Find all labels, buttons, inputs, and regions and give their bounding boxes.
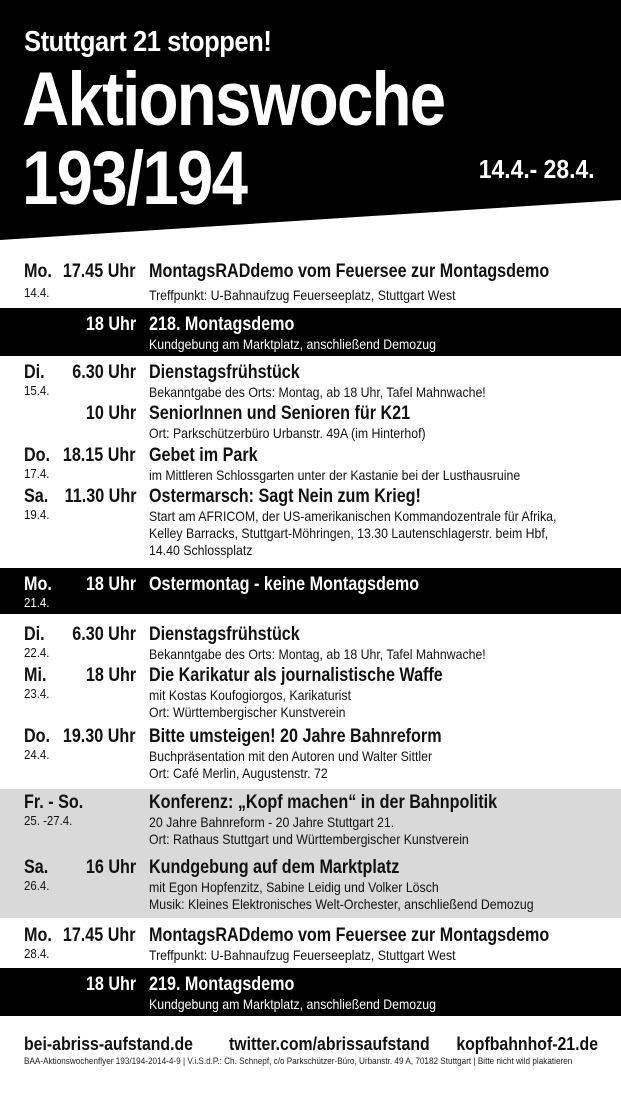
event-day: Mo.	[24, 261, 52, 282]
event-title: Konferenz: „Kopf machen“ in der Bahnpolitik	[149, 792, 498, 813]
event-desc: mit Kostas Koufogiorgos, Karikaturist	[149, 687, 352, 703]
event-block	[0, 360, 621, 565]
event-desc: 14.40 Schlossplatz	[149, 542, 253, 558]
event-desc: Start am AFRICOM, der US-amerikanischen Kommandozentrale für Afrika,	[149, 508, 557, 524]
event-info	[149, 665, 609, 721]
event-row	[0, 925, 621, 965]
event-desc: Kundgebung am Marktplatz, anschließend Demozug	[149, 336, 436, 352]
event-info	[149, 574, 609, 596]
event-title: MontagsRADdemo vom Feuersee zur Montagsdemo	[149, 925, 550, 946]
event-day: Mo.	[24, 574, 52, 595]
event-desc: 20 Jahre Bahnreform - 20 Jahre Stuttgart 21.	[149, 814, 395, 830]
event-time: 17.45 Uhr	[63, 261, 136, 282]
event-day: Di.	[24, 624, 45, 645]
event-info	[149, 362, 609, 401]
event-block-highlight	[0, 308, 621, 356]
event-info	[149, 445, 609, 484]
header-dates: 14.4.- 28.4.	[479, 154, 595, 184]
event-desc: Kundgebung am Marktplatz, anschließend Demozug	[149, 996, 436, 1012]
event-block-highlight	[0, 568, 621, 614]
event-info	[149, 486, 609, 559]
event-date: 15.4.	[24, 383, 50, 398]
event-desc: Bekanntgabe des Orts: Montag, ab 18 Uhr, Tafel Mahnwache!	[149, 384, 486, 400]
event-date: 17.4.	[24, 466, 50, 481]
event-row	[0, 308, 621, 356]
event-info	[149, 974, 609, 1013]
event-title: Dienstagsfrühstück	[149, 624, 300, 645]
event-date: 22.4.	[24, 645, 50, 660]
event-title: Ostermarsch: Sagt Nein zum Krieg!	[149, 486, 421, 507]
event-title: Ostermontag - keine Montagsdemo	[149, 574, 420, 595]
event-title: Bitte umsteigen! 20 Jahre Bahnreform	[149, 726, 442, 747]
event-title: Kundgebung auf dem Marktplatz	[149, 857, 400, 878]
event-time: 10 Uhr	[85, 403, 136, 424]
event-time: 6.30 Uhr	[72, 362, 136, 383]
event-row	[0, 726, 621, 784]
event-time: 18 Uhr	[85, 574, 136, 595]
event-block-grey	[0, 789, 621, 918]
event-title: Gebet im Park	[149, 445, 258, 466]
event-day: Di.	[24, 362, 45, 383]
footer-smallprint: BAA-Aktionswochenflyer 193/194-2014-4-9 | V.i.S.d.P.: Ch. Schnepf, c/o Parkschützer-Büro, Urbanstr. 49 A, 70182 Stuttgart | Bitte nicht wild plakatieren	[24, 1056, 573, 1067]
event-date: 28.4.	[24, 946, 50, 961]
event-block	[0, 922, 621, 966]
event-desc: Ort: Württembergischer Kunstverein	[149, 704, 346, 720]
event-row	[0, 362, 621, 402]
event-desc: Ort: Rathaus Stuttgart und Württembergischer Kunstverein	[149, 831, 469, 847]
event-time: 18.15 Uhr	[63, 445, 136, 466]
header-title: Aktionswoche	[22, 57, 445, 142]
event-row	[0, 857, 621, 917]
header-subtitle: Stuttgart 21 stoppen!	[24, 26, 272, 58]
event-day: Do.	[24, 445, 51, 466]
event-day: Mi.	[24, 665, 47, 686]
event-day: Do.	[24, 726, 51, 747]
footer-link-kopfbahnhof[interactable]: kopfbahnhof-21.de	[456, 1034, 598, 1054]
event-title: MontagsRADdemo vom Feuersee zur Montagsdemo	[149, 261, 550, 282]
event-day: Sa.	[24, 486, 49, 507]
event-date: 14.4.	[24, 285, 50, 300]
event-day: Fr. - So.	[24, 792, 84, 813]
event-info	[149, 925, 609, 964]
event-date: 24.4.	[24, 747, 50, 762]
event-day: Mo.	[24, 925, 52, 946]
event-row	[0, 403, 621, 443]
event-time: 19.30 Uhr	[63, 726, 136, 747]
event-row	[0, 258, 621, 304]
event-desc: Ort: Parkschützerbüro Urbanstr. 49A (im Hinterhof)	[149, 425, 426, 441]
event-row	[0, 624, 621, 664]
event-time: 11.30 Uhr	[64, 486, 136, 507]
event-time: 17.45 Uhr	[63, 925, 136, 946]
event-row	[0, 445, 621, 485]
event-time: 6.30 Uhr	[72, 624, 136, 645]
event-info	[149, 792, 609, 848]
event-date: 23.4.	[24, 686, 50, 701]
event-row	[0, 792, 621, 852]
event-info	[149, 624, 609, 663]
event-time: 18 Uhr	[85, 974, 136, 995]
header-number: 193/194	[22, 136, 247, 221]
event-date: 26.4.	[24, 878, 50, 893]
event-row	[0, 568, 621, 614]
event-time: 18 Uhr	[85, 665, 136, 686]
event-info	[149, 261, 609, 304]
event-time: 16 Uhr	[85, 857, 136, 878]
event-block-highlight	[0, 968, 621, 1016]
event-row	[0, 665, 621, 725]
event-block	[0, 258, 621, 304]
event-title: Die Karikatur als journalistische Waffe	[149, 665, 443, 686]
event-desc: Treffpunkt: U-Bahnaufzug Feuerseeplatz, Stuttgart West	[149, 287, 456, 303]
event-desc: mit Egon Hopfenzitz, Sabine Leidig und Volker Lösch	[149, 879, 439, 895]
event-date: 19.4.	[24, 507, 50, 522]
event-desc: Musik: Kleines Elektronisches Welt-Orchester, anschließend Demozug	[149, 896, 534, 912]
event-info	[149, 726, 609, 782]
footer-link-website[interactable]: bei-abriss-aufstand.de	[24, 1034, 194, 1054]
event-row	[0, 968, 621, 1016]
event-title: Dienstagsfrühstück	[149, 362, 300, 383]
footer-link-twitter[interactable]: twitter.com/abrissaufstand	[229, 1034, 430, 1054]
header	[0, 0, 621, 250]
event-time: 18 Uhr	[85, 314, 136, 335]
event-title: 219. Montagsdemo	[149, 974, 295, 995]
event-title: 218. Montagsdemo	[149, 314, 295, 335]
event-info	[149, 403, 609, 442]
event-desc: Buchpräsentation mit den Autoren und Walter Sittler	[149, 748, 433, 764]
event-title: SeniorInnen und Senioren für K21	[149, 403, 411, 424]
event-info	[149, 314, 609, 353]
event-desc: Kelley Barracks, Stuttgart-Möhringen, 13.30 Lautenschlagerstr. beim Hbf,	[149, 525, 549, 541]
event-block	[0, 620, 621, 785]
event-date: 21.4.	[24, 595, 50, 610]
event-row	[0, 486, 621, 564]
event-info	[149, 857, 609, 913]
event-desc: Ort: Café Merlin, Augustenstr. 72	[149, 765, 328, 781]
event-desc: Treffpunkt: U-Bahnaufzug Feuerseeplatz, Stuttgart West	[149, 947, 456, 963]
event-desc: im Mittleren Schlossgarten unter der Kastanie bei der Lusthausruine	[149, 467, 521, 483]
event-desc: Bekanntgabe des Orts: Montag, ab 18 Uhr, Tafel Mahnwache!	[149, 646, 486, 662]
event-date: 25. -27.4.	[24, 813, 73, 828]
event-day: Sa.	[24, 857, 49, 878]
